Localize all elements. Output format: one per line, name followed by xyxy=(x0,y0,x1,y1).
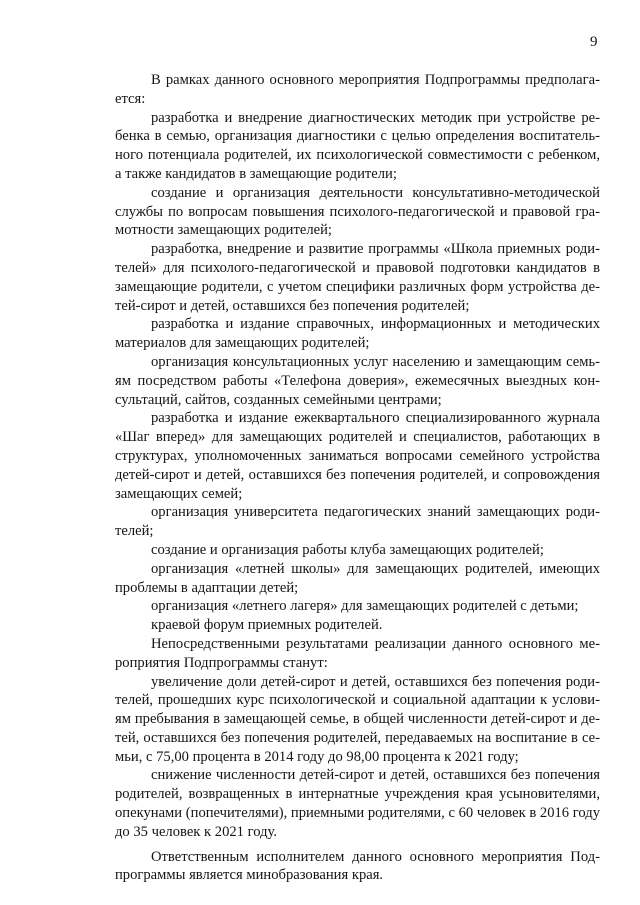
list-item-consultation-services: организация консультационных услуг населению и замещающим семьям посредством работы «Телефона доверия», ежемесячных выездных консультаций, сайтов, созданных семейными центрами; xyxy=(115,353,600,408)
page-number: 9 xyxy=(590,34,598,50)
list-item-diagnostics: разработка и внедрение диагностических методик при устройстве ребенка в семью, организация диагностики с целью определения воспитательного потенциала родителей, их психологической совместимости с ребенком, а также кандидатов в замещающие родители; xyxy=(115,109,600,182)
list-item-club: создание и организация работы клуба замещающих родителей; xyxy=(151,541,544,558)
list-item-foster-parents-school: разработка, внедрение и развитие программы «Школа приемных родителей» для психолого-педагогической и правовой подготовки кандидатов в замещающие родители, с учетом специфики различных форм устройства детей-сирот и детей, оставшихся без попечения родителей; xyxy=(115,241,600,314)
result-item-returns-decrease: снижение численности детей-сирот и детей, оставшихся без попечения родителей, возвращенных в интернатные учреждения края усыновителями, опекунами (попечителями), приемными родителями, с 60 человек в 2016 году до 35 человек к 2021 году. xyxy=(115,767,600,840)
list-item-quarterly-journal: разработка и издание ежеквартального специализированного журнала «Шаг вперед» для замещающих родителей и специалистов, работающих в структурах, уполномоченных заниматься вопросами семейного устройства детей-сирот и детей, оставшихся без попечения родителей, и сопровождения замещающих семей; xyxy=(115,410,600,502)
list-item-summer-school: организация «летней школы» для замещающих родителей, имеющих проблемы в адаптации детей; xyxy=(115,560,600,596)
results-intro-paragraph: Непосредственными результатами реализации данного основного мероприятия Подпрограммы станут: xyxy=(115,635,600,671)
result-item-share-increase: увеличение доли детей-сирот и детей, оставшихся без попечения родителей, прошедших курс психологической и социальной адаптации к условиям пребывания в замещающей семье, в общей численности детей-сирот и детей, оставшихся без попечения родителей, передаваемых на воспитание в семьи, с 75,00 процента в 2014 году до 98,00 процента к 2021 году; xyxy=(115,673,600,765)
list-item-reference-materials: разработка и издание справочных, информационных и методических материалов для замещающих родителей; xyxy=(115,316,600,352)
list-item-university: организация университета педагогических знаний замещающих родителей; xyxy=(115,504,600,540)
responsible-executor-paragraph: Ответственным исполнителем данного основного мероприятия Подпрограммы является минобразования края. xyxy=(115,848,600,884)
intro-paragraph: В рамках данного основного мероприятия Подпрограммы предполагается: xyxy=(115,72,600,107)
list-item-regional-forum: краевой форум приемных родителей. xyxy=(151,617,383,634)
list-item-summer-camp: организация «летнего лагеря» для замещающих родителей с детьми; xyxy=(151,598,579,615)
list-item-consulting-service: создание и организация деятельности консультативно-методической службы по вопросам повышения психолого-педагогической и правовой грамотности замещающих родителей; xyxy=(115,184,600,239)
document-body xyxy=(115,71,600,885)
